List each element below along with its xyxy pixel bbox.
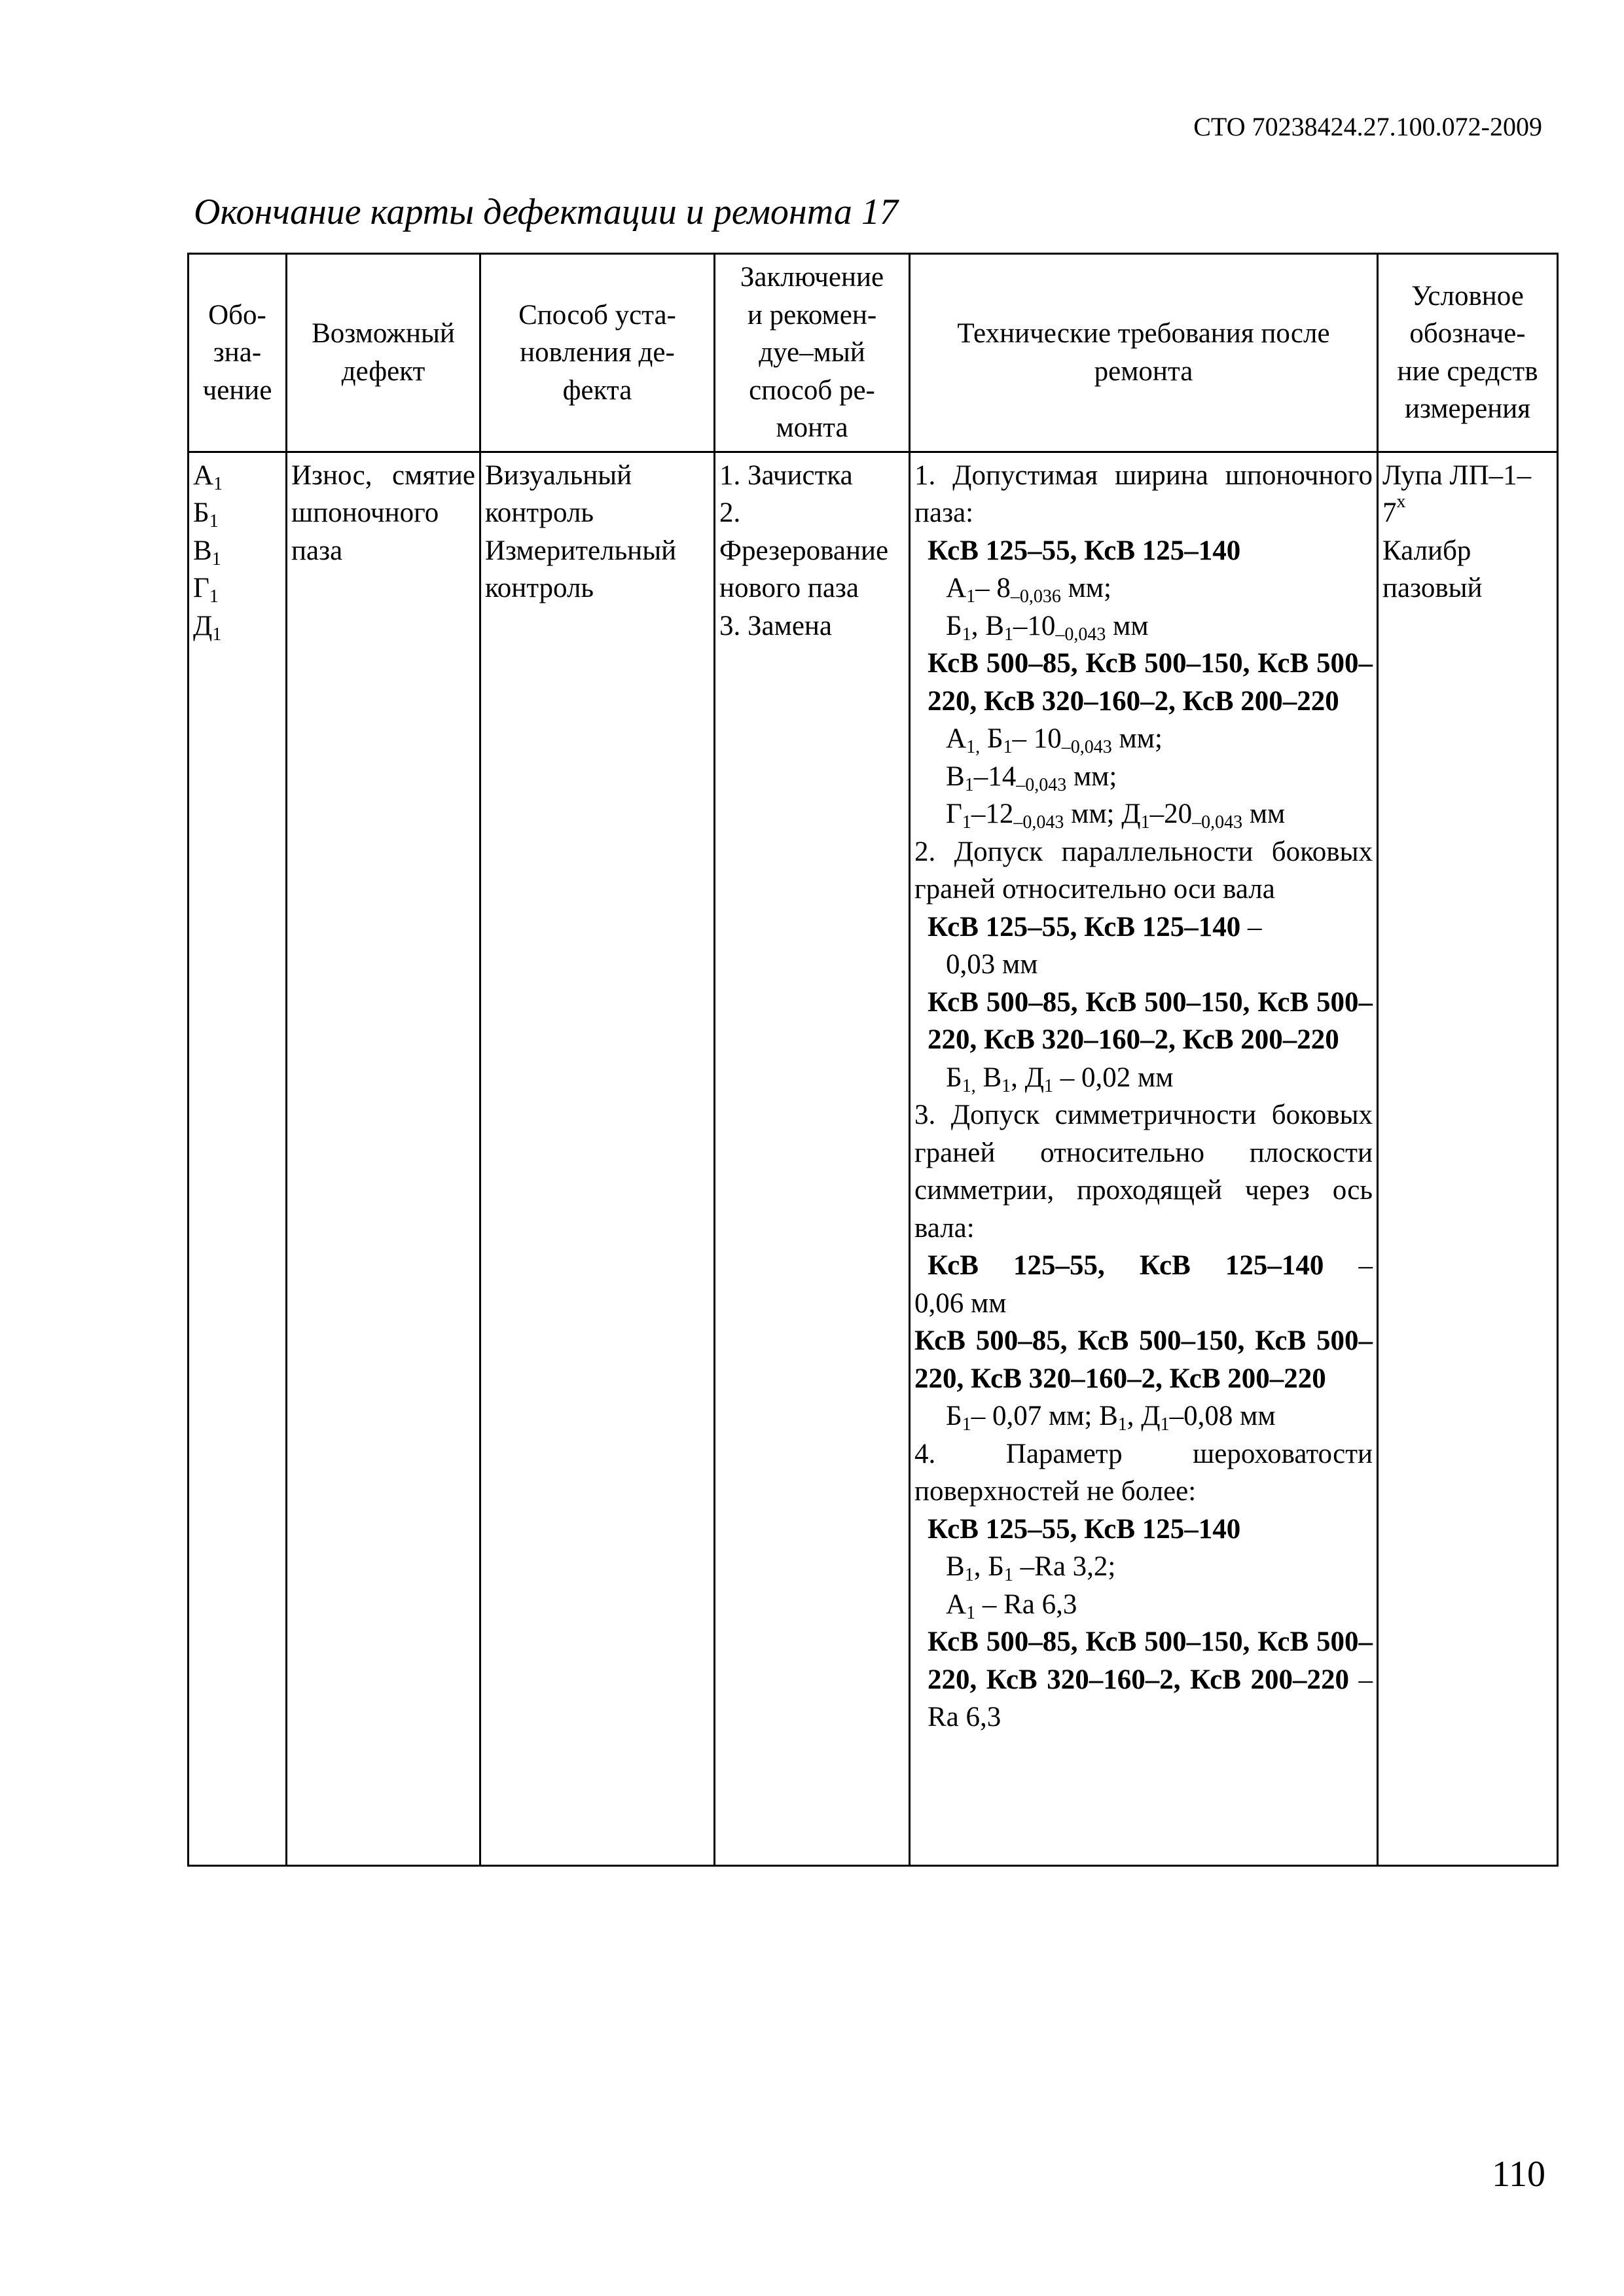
- designation-v1: $В_1$: [193, 535, 221, 569]
- req-3-models-a: КсВ 125–55, КсВ 125–140 –: [928, 1250, 1373, 1281]
- measuring-tools-cell: [1378, 452, 1558, 1865]
- method-visual: Визуальный контроль: [485, 459, 632, 528]
- detection-method-cell: [480, 452, 715, 1865]
- col-header-repair-method: Заключение и рекомен- дуе–мый способ ре- монта: [715, 254, 910, 452]
- repair-milling: 2. Фрезерование нового паза: [719, 497, 889, 603]
- tool-magnifier: Лупа $ЛП-1-7^х$: [1382, 459, 1532, 528]
- table-row: [189, 452, 1558, 1865]
- req-3-b-value: $Б_1-$ 0,07 мм; $В_1$, $Д_1-0,08$ мм: [946, 1401, 1276, 1435]
- req-models-a: КсВ 125–55, КсВ 125–140: [928, 535, 1241, 566]
- req-2-a-value: 0,03 мм: [946, 949, 1038, 980]
- repair-cleaning: 1. Зачистка: [719, 459, 853, 491]
- repair-method-cell: [715, 452, 910, 1865]
- tool-slot-gauge: Калибр пазовый: [1382, 535, 1483, 603]
- repair-replacement: 3. Замена: [719, 610, 833, 641]
- req-1-heading: 1. Допустимая ширина шпоночного паза:: [914, 459, 1373, 528]
- method-measuring: Измерительный контроль: [485, 535, 677, 603]
- designation-g1: $Г_1$: [193, 573, 219, 607]
- req-4-heading: 4. Параметр шероховатости поверхностей не более:: [914, 1438, 1373, 1507]
- col-header-tech-requirements: Технические требования после ремонта: [910, 254, 1378, 452]
- req-4-a-line-2: $А_1$ – Ra 6,3: [946, 1588, 1077, 1623]
- defect-repair-table: [187, 253, 1559, 1867]
- page-number: 110: [1492, 2154, 1545, 2195]
- req-4-a-line-1: $В_1$, $Б_1$ –Ra 3,2;: [946, 1551, 1116, 1585]
- req-1-b-line-1: $А_{1,}$ $Б_1-$ $10_{-0,043}$ мм;: [946, 723, 1163, 757]
- document-code: СТО 70238424.27.100.072-2009: [1193, 112, 1542, 141]
- req-4-models-a: КсВ 125–55, КсВ 125–140: [928, 1513, 1241, 1545]
- col-header-measuring-tools: Условное обозначе- ние средств измерения: [1378, 254, 1558, 452]
- req-2-b-value: $Б_{1,}$ $В_1$, $Д_1 - 0,02$ мм: [946, 1062, 1174, 1096]
- req-1-a-line-2: $Б_1$, $В_1-10_{-0,043}$ мм: [946, 610, 1149, 645]
- req-1-b-line-2: $В_1-14_{-0,043}$ мм;: [946, 761, 1117, 795]
- designation-d1: $Д_1$: [193, 610, 222, 645]
- col-header-defect: Возможный дефект: [287, 254, 480, 452]
- tech-requirements-cell: [910, 452, 1378, 1865]
- defect-cell: [287, 452, 480, 1865]
- req-3-a-value: 0,06 мм: [914, 1287, 1007, 1319]
- table-header-row: [189, 254, 1558, 452]
- designation-a1: $А_1$: [193, 459, 223, 494]
- designation-cell: [189, 452, 287, 1865]
- req-3-models-b: КсВ 500–85, КсВ 500–150, КсВ 500–220, КсВ 320–160–2, КсВ 200–220: [914, 1325, 1373, 1394]
- col-header-designation: Обо- зна- чение: [189, 254, 287, 452]
- req-3-heading: 3. Допуск симметричности боковых граней относительно плоскости симметрии, проходящей через ось вала:: [914, 1100, 1373, 1244]
- req-2-models-b: КсВ 500–85, КсВ 500–150, КсВ 500–220, КсВ 320–160–2, КсВ 200–220: [928, 986, 1373, 1055]
- req-models-b: КсВ 500–85, КсВ 500–150, КсВ 500–220, КсВ 320–160–2, КсВ 200–220: [928, 648, 1373, 717]
- col-header-detection-method: Способ уста- новления де- фекта: [480, 254, 715, 452]
- req-4-models-b: КсВ 500–85, КсВ 500–150, КсВ 500–220, КсВ 320–160–2, КсВ 200–220 – Ra 6,3: [928, 1626, 1373, 1732]
- table-caption: Окончание карты дефектации и ремонта 17: [194, 192, 898, 232]
- req-1-a-line-1: $А_1-$ $8_{-0,036}$ мм;: [946, 573, 1111, 607]
- req-2-models-a: КсВ 125–55, КсВ 125–140 –: [928, 911, 1262, 942]
- defect-text: Износ, смятие шпоночного паза: [291, 459, 475, 566]
- designation-b1: $Б_1$: [193, 497, 219, 531]
- req-2-heading: 2. Допуск параллельности боковых граней относительно оси вала: [914, 836, 1373, 905]
- req-1-b-line-3: $Г_1-12_{-0,043}$ мм; $Д_1-20_{-0,043}$ мм: [946, 798, 1286, 833]
